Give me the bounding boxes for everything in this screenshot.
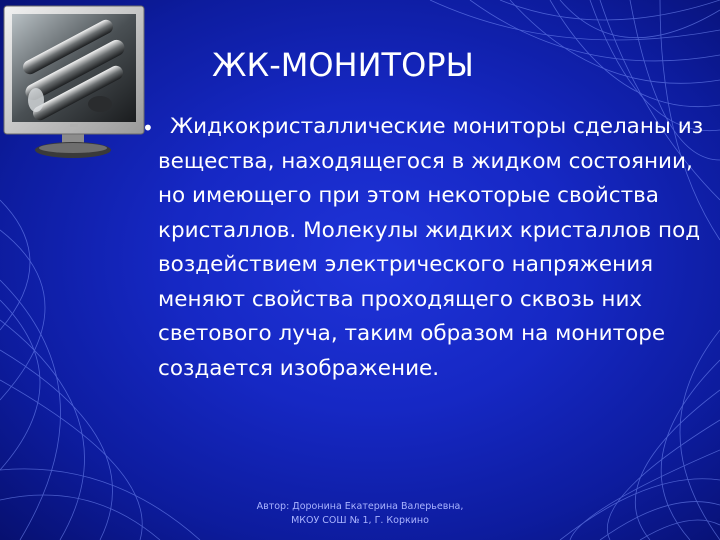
footer-author-line: Автор: Доронина Екатерина Валерьевна, [256,501,464,512]
author-footer [240,500,480,528]
footer-school-line: МКОУ СОШ № 1, Г. Коркино [291,515,429,526]
bullet-icon: • [142,116,154,140]
slide-title: ЖК-МОНИТОРЫ [212,46,474,84]
lcd-monitor-icon [0,0,150,165]
slide-body-text: Жидкокристаллические мониторы сделаны из вещества, находящегося в жидком состоянии, но имеющего при этом некоторые свойства кристаллов. Молекулы жидких кристаллов под воздействием электрического напряжения меняют свойства проходящего сквозь них светового луча, таким образом на мониторе создается изображение. [158,114,704,381]
